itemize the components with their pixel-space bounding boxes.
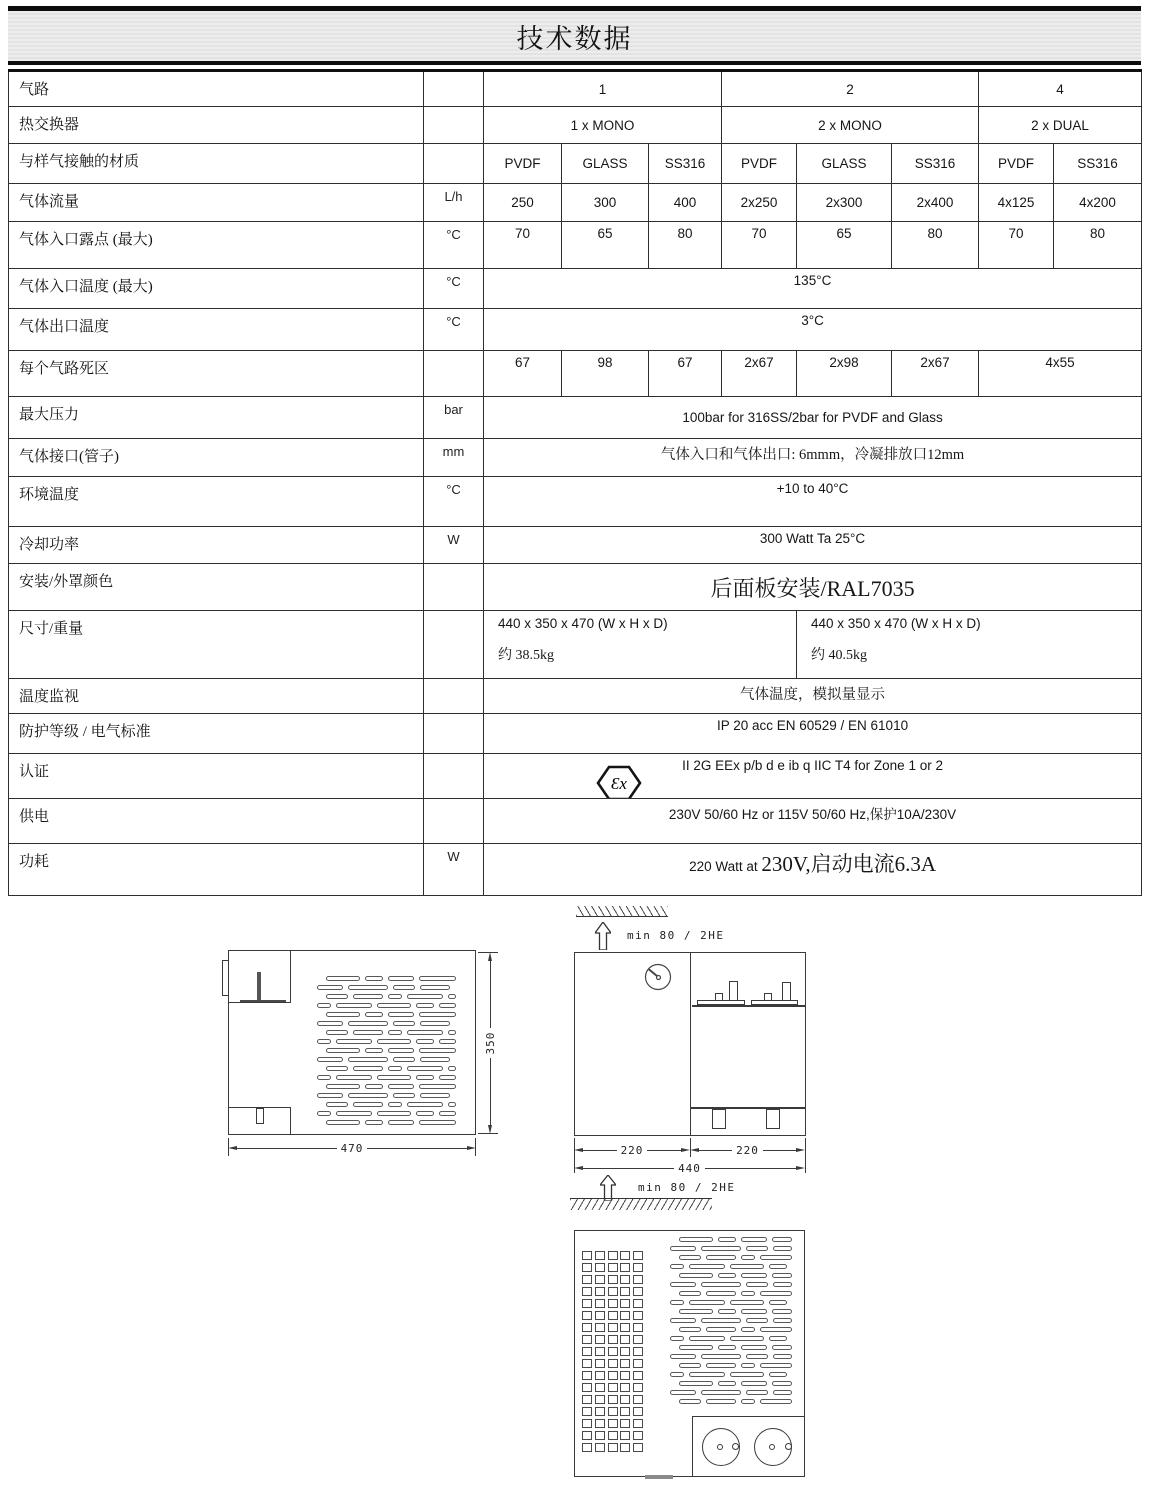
value-cell: PVDF bbox=[722, 144, 797, 184]
fitting-stub bbox=[715, 993, 723, 1001]
page-title-bar bbox=[8, 6, 1141, 65]
value-cell: +10 to 40°C bbox=[484, 477, 1142, 527]
row-unit bbox=[424, 564, 484, 611]
dimension-weight-cell bbox=[797, 611, 1142, 679]
value-cell: 2 x DUAL bbox=[979, 107, 1142, 144]
value-cell: 2x67 bbox=[722, 351, 797, 397]
value-cell: IP 20 acc EN 60529 / EN 61010 bbox=[484, 714, 1142, 754]
value-cell: 2x400 bbox=[892, 184, 979, 222]
table-row bbox=[9, 351, 1142, 397]
extension-line bbox=[805, 1138, 806, 1173]
table-row bbox=[9, 71, 1142, 107]
dimension-220-right: 220 bbox=[690, 1144, 805, 1156]
power-consumption-value: 230V,启动电流6.3A bbox=[761, 852, 936, 876]
row-unit bbox=[424, 679, 484, 714]
row-label: 气体接口(管子) bbox=[9, 439, 424, 477]
row-label: 尺寸/重量 bbox=[9, 611, 424, 679]
table-row bbox=[9, 269, 1142, 309]
value-cell: 2 bbox=[722, 71, 979, 107]
value-cell: 400 bbox=[649, 184, 722, 222]
value-cell: 气体温度，模拟量显示 bbox=[484, 679, 1142, 714]
value-cell: 80 bbox=[649, 222, 722, 269]
top-plate-line bbox=[692, 1005, 805, 1007]
foot bbox=[712, 1109, 726, 1129]
value-cell: 2 x MONO bbox=[722, 107, 979, 144]
value-cell: 300 bbox=[562, 184, 649, 222]
row-label: 气体出口温度 bbox=[9, 309, 424, 351]
fitting-stub-tall bbox=[729, 981, 738, 1001]
value-cell: 230V 50/60 Hz or 115V 50/60 Hz,保护10A/230V bbox=[484, 799, 1142, 844]
weight-text: 约 38.5kg bbox=[498, 648, 554, 663]
value-cell: PVDF bbox=[979, 144, 1054, 184]
certification-text: II 2G EEx p/b d e ib q IIC T4 for Zone 1 or 2 bbox=[682, 758, 943, 773]
value-cell: 80 bbox=[892, 222, 979, 269]
row-unit bbox=[424, 71, 484, 107]
bracket-tab bbox=[257, 972, 261, 1000]
row-label: 防护等级 / 电气标准 bbox=[9, 714, 424, 754]
bracket-base-line bbox=[240, 1000, 286, 1002]
wall-hatch-top bbox=[576, 906, 668, 917]
row-unit bbox=[424, 107, 484, 144]
value-cell: 2x67 bbox=[892, 351, 979, 397]
value-cell: SS316 bbox=[892, 144, 979, 184]
row-label: 冷却功率 bbox=[9, 527, 424, 564]
dimension-350: 350 bbox=[484, 952, 496, 1134]
value-cell: 135°C bbox=[484, 269, 1142, 309]
dimension-440: 440 bbox=[574, 1162, 805, 1174]
value-cell: PVDF bbox=[484, 144, 562, 184]
row-unit: °C bbox=[424, 477, 484, 527]
row-unit bbox=[424, 799, 484, 844]
value-cell: 67 bbox=[484, 351, 562, 397]
side-flange bbox=[222, 960, 229, 996]
table-row bbox=[9, 844, 1142, 896]
value-cell: 65 bbox=[797, 222, 892, 269]
bottom-tab bbox=[645, 1475, 673, 1479]
value-cell: 98 bbox=[562, 351, 649, 397]
row-label: 与样气接触的材质 bbox=[9, 144, 424, 184]
dimension-470: 470 bbox=[228, 1142, 476, 1154]
row-unit: mm bbox=[424, 439, 484, 477]
row-label: 安装/外罩颜色 bbox=[9, 564, 424, 611]
floor-hatch-bottom bbox=[570, 1198, 712, 1210]
value-cell: 300 Watt Ta 25°C bbox=[484, 527, 1142, 564]
row-label: 气路 bbox=[9, 71, 424, 107]
svg-text:Ɛx: Ɛx bbox=[611, 774, 627, 793]
value-cell: 70 bbox=[484, 222, 562, 269]
dimension-text: 440 x 350 x 470 (W x H x D) bbox=[811, 616, 981, 631]
row-unit: W bbox=[424, 844, 484, 896]
feet-divider-line bbox=[690, 1107, 805, 1109]
value-cell: 65 bbox=[562, 222, 649, 269]
certification-cell bbox=[484, 754, 1142, 799]
weight-text: 约 40.5kg bbox=[811, 648, 868, 663]
value-cell: 气体入口和气体出口: 6mmm，冷凝排放口12mm bbox=[484, 439, 1142, 477]
table-row bbox=[9, 144, 1142, 184]
table-row bbox=[9, 477, 1142, 527]
row-label: 气体入口温度 (最大) bbox=[9, 269, 424, 309]
value-cell: GLASS bbox=[797, 144, 892, 184]
foot bbox=[766, 1109, 780, 1129]
row-unit: °C bbox=[424, 309, 484, 351]
value-cell: SS316 bbox=[1054, 144, 1142, 184]
row-unit bbox=[424, 754, 484, 799]
table-row bbox=[9, 799, 1142, 844]
ex-certification-icon bbox=[596, 765, 642, 799]
value-cell: SS316 bbox=[649, 144, 722, 184]
row-label: 每个气路死区 bbox=[9, 351, 424, 397]
value-cell: 2x98 bbox=[797, 351, 892, 397]
page-title: 技术数据 bbox=[516, 23, 633, 54]
table-row bbox=[9, 679, 1142, 714]
table-row bbox=[9, 611, 1142, 679]
table-row bbox=[9, 309, 1142, 351]
row-label: 供电 bbox=[9, 799, 424, 844]
value-cell: 4 bbox=[979, 71, 1142, 107]
table-row bbox=[9, 754, 1142, 799]
socket-pin bbox=[785, 1443, 792, 1450]
dimension-text: 440 x 350 x 470 (W x H x D) bbox=[498, 616, 668, 631]
clearance-label-top: min 80 / 2HE bbox=[627, 929, 725, 942]
gauge-icon bbox=[644, 963, 672, 996]
row-label: 气体入口露点 (最大) bbox=[9, 222, 424, 269]
value-cell: 1 x MONO bbox=[484, 107, 722, 144]
bracket-slot bbox=[256, 1108, 264, 1124]
row-unit bbox=[424, 714, 484, 754]
row-label: 认证 bbox=[9, 754, 424, 799]
value-cell: 4x55 bbox=[979, 351, 1142, 397]
row-unit bbox=[424, 351, 484, 397]
table-row bbox=[9, 564, 1142, 611]
value-cell: 70 bbox=[979, 222, 1054, 269]
row-unit: W bbox=[424, 527, 484, 564]
row-unit: °C bbox=[424, 222, 484, 269]
row-unit: L/h bbox=[424, 184, 484, 222]
clearance-label-bottom: min 80 / 2HE bbox=[638, 1181, 736, 1194]
table-row bbox=[9, 714, 1142, 754]
power-consumption-prefix: 220 Watt at bbox=[689, 859, 762, 874]
vent-grille-side bbox=[315, 974, 458, 1129]
spec-table bbox=[8, 69, 1142, 896]
value-cell: GLASS bbox=[562, 144, 649, 184]
value-cell: 4x125 bbox=[979, 184, 1054, 222]
table-row bbox=[9, 107, 1142, 144]
row-label: 功耗 bbox=[9, 844, 424, 896]
vent-grille-rear bbox=[668, 1235, 794, 1407]
row-label: 气体流量 bbox=[9, 184, 424, 222]
value-cell: 80 bbox=[1054, 222, 1142, 269]
value-cell: 4x200 bbox=[1054, 184, 1142, 222]
table-row bbox=[9, 527, 1142, 564]
value-cell: 67 bbox=[649, 351, 722, 397]
row-unit bbox=[424, 611, 484, 679]
socket-pin bbox=[769, 1444, 775, 1450]
table-row bbox=[9, 439, 1142, 477]
value-cell: 100bar for 316SS/2bar for PVDF and Glass bbox=[484, 397, 1142, 439]
socket-pin bbox=[732, 1443, 739, 1450]
table-row bbox=[9, 222, 1142, 269]
value-cell: 2x250 bbox=[722, 184, 797, 222]
square-vent-grid bbox=[582, 1251, 643, 1452]
fitting-stub bbox=[764, 993, 772, 1001]
row-label: 环境温度 bbox=[9, 477, 424, 527]
value-cell: 70 bbox=[722, 222, 797, 269]
up-arrow-icon bbox=[595, 922, 611, 955]
socket-pin bbox=[717, 1444, 723, 1450]
value-cell: 3°C bbox=[484, 309, 1142, 351]
row-label: 最大压力 bbox=[9, 397, 424, 439]
value-cell: 2x300 bbox=[797, 184, 892, 222]
table-row bbox=[9, 397, 1142, 439]
row-label: 热交换器 bbox=[9, 107, 424, 144]
power-consumption-cell bbox=[484, 844, 1142, 896]
row-unit: bar bbox=[424, 397, 484, 439]
row-unit bbox=[424, 144, 484, 184]
value-cell: 1 bbox=[484, 71, 722, 107]
row-label: 温度监视 bbox=[9, 679, 424, 714]
table-row bbox=[9, 184, 1142, 222]
value-cell: 后面板安装/RAL7035 bbox=[484, 564, 1142, 611]
dimension-weight-cell bbox=[484, 611, 797, 679]
dimension-220-left: 220 bbox=[574, 1144, 690, 1156]
row-unit: °C bbox=[424, 269, 484, 309]
fitting-stub-tall bbox=[782, 982, 791, 1001]
value-cell: 250 bbox=[484, 184, 562, 222]
